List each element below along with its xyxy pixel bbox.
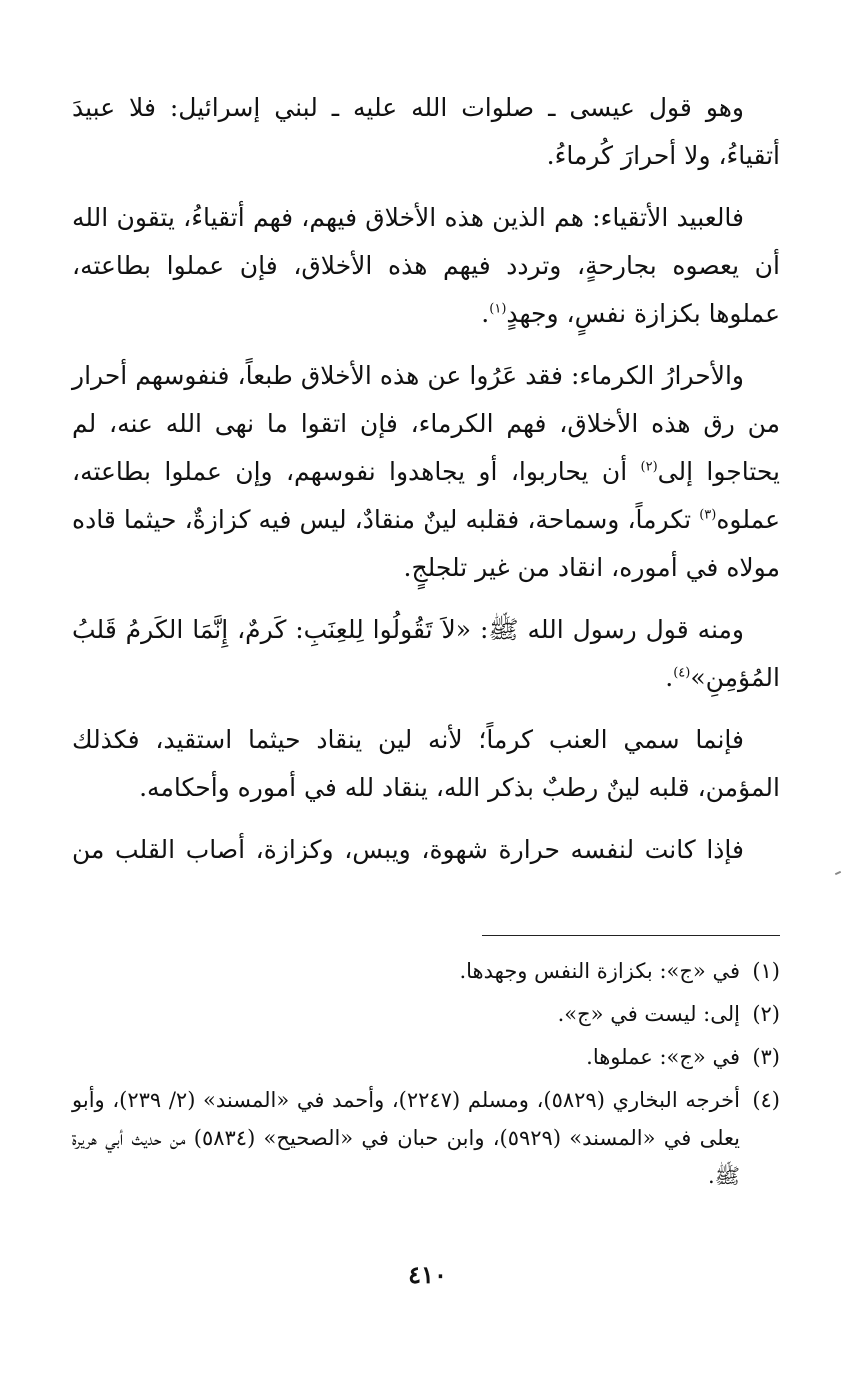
footnote-text: في «ج»: عملوها. bbox=[586, 1045, 740, 1069]
footnotes bbox=[72, 952, 780, 1200]
footnote-separator bbox=[482, 935, 780, 936]
footnote-text: أخرجه البخاري (٥٨٢٩)، ومسلم (٢٢٤٧)، وأحمد في «المسند» (٢/ ٢٣٩)، وأبو يعلى في «المسند» (٥٩٢٩)، وابن حبان في «الصحيح» (٥٨٣٤) من حديث أبي هريرة ﷺ. bbox=[72, 1088, 740, 1188]
footnote-ref-1[interactable]: (١) bbox=[489, 301, 507, 317]
paragraph-4 bbox=[72, 606, 780, 702]
paragraph-2 bbox=[72, 194, 780, 338]
paragraph-2-end: . bbox=[481, 299, 490, 328]
paragraph-4-text: ومنه قول رسول الله ﷺ: «لاَ تَقُولُوا لِلعِنَبِ: كَرمٌ، إِنَّمَا الكَرمُ قَلبُ المُؤمِنِ» bbox=[72, 615, 780, 692]
stray-mark bbox=[835, 871, 841, 875]
main-text bbox=[72, 84, 780, 888]
footnote-1 bbox=[72, 952, 780, 990]
footnote-ref-4[interactable]: (٤) bbox=[673, 665, 691, 681]
paragraph-3 bbox=[72, 352, 780, 592]
paragraph-1 bbox=[72, 84, 780, 180]
paragraph-6-text: فإذا كانت لنفسه حرارة شهوة، ويبس، وكزازة، أصاب القلب من bbox=[72, 835, 744, 864]
footnote-text: إلى: ليست في «ج». bbox=[557, 1002, 740, 1026]
paragraph-3-text-c: تكرماً، وسماحة، فقلبه لينٌ منقادٌ، ليس فيه كزازةٌ، حيثما قاده مولاه في أموره، انقاد من غير تلجلجٍ. bbox=[72, 505, 780, 582]
paragraph-4-end: . bbox=[665, 663, 674, 692]
paragraph-3-text-b: أن يحاربوا، أو يجاهدوا نفوسهم، وإن عملوا بطاعته، عملوه bbox=[72, 457, 780, 534]
footnote-number: (٤) bbox=[752, 1088, 780, 1112]
footnote-ref-3[interactable]: (٣) bbox=[699, 507, 717, 523]
footnote-number: (١) bbox=[752, 959, 780, 983]
footnote-number: (٢) bbox=[752, 1002, 780, 1026]
paragraph-5-text: فإنما سمي العنب كرماً؛ لأنه لين ينقاد حيثما استقيد، فكذلك المؤمن، قلبه لينٌ رطبٌ بذكر الله، ينقاد لله في أموره وأحكامه. bbox=[72, 725, 780, 802]
footnote-4 bbox=[72, 1081, 780, 1195]
footnote-text: في «ج»: بكزازة النفس وجهدها. bbox=[459, 959, 740, 983]
paragraph-1-text: وهو قول عيسى ـ صلوات الله عليه ـ لبني إسرائيل: فلا عبيدَ أتقياءُ، ولا أحرارَ كُرماءُ. bbox=[72, 93, 780, 170]
paragraph-3-text-a: والأحرارُ الكرماء: فقد عَرُوا عن هذه الأخلاق طبعاً، فنفوسهم أحرار من رق هذه الأخلاق، فهم الكرماء، فإن اتقوا ما نهى الله عنه، لم يحتاجوا إلى bbox=[72, 361, 780, 486]
footnote-3 bbox=[72, 1038, 780, 1076]
paragraph-2-text: فالعبيد الأتقياء: هم الذين هذه الأخلاق فيهم، فهم أتقياءُ، يتقون الله أن يعصوه بجارحةٍ، وتردد فيهم هذه الأخلاق، فإن عملوا بطاعته، عملوها بكزازة نفسٍ، وجهدٍ bbox=[72, 203, 780, 328]
paragraph-6 bbox=[72, 826, 780, 874]
footnote-ref-2[interactable]: (٢) bbox=[640, 459, 658, 475]
paragraph-5 bbox=[72, 716, 780, 812]
page-number: ٤١٠ bbox=[408, 1260, 447, 1289]
footnote-2 bbox=[72, 995, 780, 1033]
footnote-number: (٣) bbox=[752, 1045, 780, 1069]
